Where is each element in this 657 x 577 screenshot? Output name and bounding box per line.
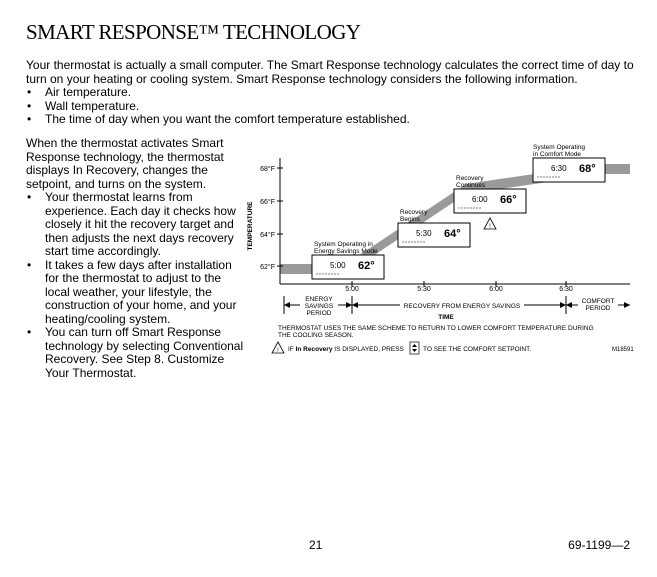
intro-paragraph: Your thermostat is actually a small computer. The Smart Response technology calculates the correct time of day to turn on your heating or cooling system. Smart Response technology considers the following information.	[26, 58, 634, 86]
warning-text: IF In Recovery IS DISPLAYED, PRESS	[288, 346, 404, 353]
period-label: PERIOD	[306, 310, 332, 317]
display-caption: Continues	[456, 182, 486, 189]
list-item: • It takes a few days after installation for the thermostat to adjust to the local weather, your lifestyle, the construction of your home, and your heating/cooling system.	[26, 259, 246, 327]
display-temp: 66°	[500, 194, 517, 206]
y-tick-label: 64°F	[260, 232, 275, 239]
button-icon	[410, 342, 419, 354]
display-temp: 62°	[358, 260, 375, 272]
y-tick-label: 68°F	[260, 166, 275, 173]
period-label: RECOVERY FROM ENERGY SAVINGS	[403, 303, 521, 310]
display-time: 6:00	[472, 195, 488, 204]
period-label: ENERGY	[305, 296, 333, 303]
display-caption: Begins	[400, 216, 420, 223]
smart-response-diagram	[240, 138, 650, 358]
x-tick-label: 5:00	[345, 286, 359, 293]
display-temp: 68°	[579, 163, 596, 175]
y-tick-label: 66°F	[260, 199, 275, 206]
period-label: SAVINGS	[304, 303, 334, 310]
period-label: COMFORT	[581, 298, 615, 305]
warning-icon-mark: !	[489, 224, 491, 230]
list-item: • Air temperature.	[26, 86, 636, 100]
list-item: • You can turn off Smart Response technology by selecting Conventional Recovery. See Step 8. Customize Your Thermostat.	[26, 326, 246, 380]
page-title: SMART RESPONSE™ TECHNOLOGY	[26, 20, 361, 44]
list-item: • Your thermostat learns from experience. Each day it checks how closely it hit the recovery target and then adjusts the next days recovery start time accordingly.	[26, 191, 246, 259]
period-label: PERIOD	[585, 305, 611, 312]
display-temp: 64°	[444, 228, 461, 240]
figure-code: M18591	[612, 347, 634, 353]
display-caption: in Comfort Mode	[533, 151, 582, 158]
document-code: 69-1199—2	[568, 538, 630, 552]
intro-section	[26, 59, 636, 127]
page-number: 21	[309, 538, 323, 552]
display-caption: Energy Savings Mode	[314, 248, 378, 255]
recovery-list	[26, 191, 246, 380]
figure-note: THE COOLING SEASON.	[278, 332, 354, 339]
y-axis-label: TEMPERATURE	[247, 201, 254, 251]
factor-list	[26, 86, 636, 127]
display-caption: Recovery	[456, 175, 484, 182]
display-time: 5:00	[330, 261, 346, 270]
x-axis-label: TIME	[438, 314, 454, 321]
recovery-paragraph: When the thermostat activates Smart Response technology, the thermostat displays In Recovery, changes the setpoint, and turns on the system.	[26, 136, 224, 191]
display-caption: System Operating in	[314, 241, 373, 248]
y-tick-label: 62°F	[260, 264, 275, 271]
display-caption: System Operating	[533, 144, 586, 151]
list-item: • The time of day when you want the comfort temperature established.	[26, 113, 636, 127]
recovery-explanation	[26, 137, 246, 380]
display-time: 6:30	[551, 164, 567, 173]
x-tick-label: 6:00	[489, 286, 503, 293]
display-caption: Recovery	[400, 209, 428, 216]
warning-icon-mark: !	[277, 348, 279, 354]
x-tick-label: 6:30	[559, 286, 573, 293]
figure-note: THERMOSTAT USES THE SAME SCHEME TO RETURN TO LOWER COMFORT TEMPERATURE DURING	[278, 325, 594, 332]
display-time: 5:30	[416, 229, 432, 238]
x-tick-label: 5:30	[417, 286, 431, 293]
list-item: • Wall temperature.	[26, 100, 636, 114]
warning-text-end: TO SEE THE COMFORT SETPOINT.	[423, 346, 532, 353]
